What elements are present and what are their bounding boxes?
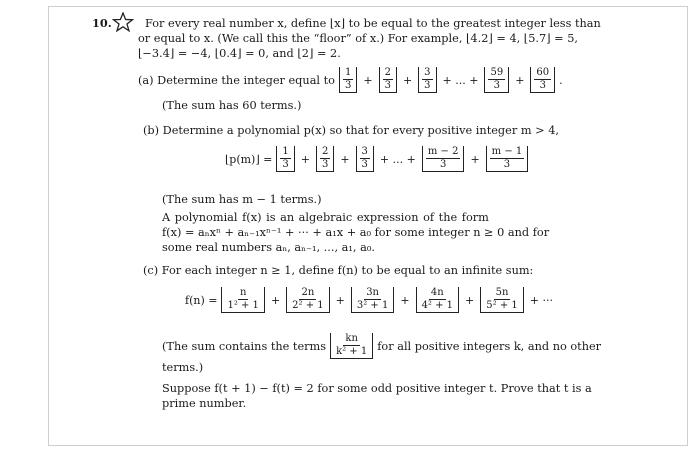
floor-term: $\frac{4n}{\text{4² + 1}}$ — [416, 287, 459, 313]
part-b-prompt: (b) Determine a polynomial p(x) so that for every positive integer m > 4, — [143, 124, 559, 137]
part-c-lhs: f(n) = — [185, 293, 218, 307]
period: . — [559, 73, 563, 87]
floor-term: $\frac{1}{3}$ — [276, 146, 294, 172]
ellipsis: + ... + — [379, 152, 416, 166]
polynomial-def-line-3: some real numbers aₙ, aₙ₋₁, ..., a₁, a₀. — [162, 241, 375, 254]
part-c-equation: f(n) = $\frac{n}{\text{1² + 1}}$ + $\frac{2n}{\text{2² + 1}}$ + $\frac{3n}{\text{3² + 1}}$ + $\frac{4n}{\text{4² + 1}}$ + $\frac{5n}{\text{5² + 1}}$ + ··· — [185, 287, 553, 311]
polynomial-def-line-2: f(x) = aₙxⁿ + aₙ₋₁xⁿ⁻¹ + ··· + a₁x + a₀ for some integer n ≥ 0 and for — [162, 226, 550, 239]
star-icon — [112, 12, 134, 36]
floor-term: $\frac{2}{3}$ — [379, 67, 397, 93]
intro-line-3: ⌊−3.4⌋ = −4, ⌊0.4⌋ = 0, and ⌊2⌋ = 2. — [138, 47, 341, 60]
note-end: terms.) — [162, 361, 204, 374]
note-prefix: (The sum contains the terms — [162, 339, 327, 353]
part-b-equation: ⌊p(m)⌋ = $\frac{1}{3}$ + $\frac{2}{3}$ + $\frac{3}{3}$ + ... + $\frac{m - 2}{3}$ + $\frac{m - 1}{3}$ — [225, 146, 528, 172]
part-a-row: (a) Determine the integer equal to $\frac{1}{3}$ + $\frac{2}{3}$ + $\frac{3}{3}$ + ... + $\frac{59}{3}$ + $\frac{60}{3}$ . — [138, 67, 563, 91]
floor-term: $\frac{3}{3}$ — [418, 67, 436, 93]
polynomial-def-line-1: A polynomial f(x) is an algebraic expression of the form — [162, 211, 489, 224]
ellipsis: + ... + — [442, 73, 479, 87]
part-c-note-row — [162, 333, 601, 359]
floor-term: $\frac{2}{3}$ — [316, 146, 334, 172]
part-a-prefix: (a) Determine the integer equal to — [138, 73, 335, 87]
intro-line-2: or equal to x. (We call this the “floor” of x.) For example, ⌊4.2⌋ = 4, ⌊5.7⌋ = 5, — [138, 32, 579, 45]
intro-line-1: For every real number x, define ⌊x⌋ to be equal to the greatest integer less than — [145, 17, 601, 30]
final-line-2: prime number. — [162, 397, 247, 410]
trailing-ellipsis: + ··· — [529, 293, 553, 307]
part-a-note: (The sum has 60 terms.) — [162, 99, 302, 112]
floor-term: $\frac{2n}{\text{2² + 1}}$ — [286, 287, 329, 313]
note-suffix: for all positive integers k, and no other — [377, 339, 602, 353]
part-b-note: (The sum has m − 1 terms.) — [162, 193, 322, 206]
final-line-1: Suppose f(t + 1) − f(t) = 2 for some odd positive integer t. Prove that t is a — [162, 382, 592, 395]
floor-term: $\frac{m - 2}{3}$ — [422, 146, 465, 172]
floor-term: $\frac{kn}{\text{k² + 1}}$ — [330, 333, 373, 359]
floor-term: $\frac{n}{\text{1² + 1}}$ — [221, 287, 264, 313]
floor-term: $\frac{1}{3}$ — [339, 67, 357, 93]
floor-term: $\frac{3n}{\text{3² + 1}}$ — [351, 287, 394, 313]
floor-term: $\frac{3}{3}$ — [356, 146, 374, 172]
part-c-prompt: (c) For each integer n ≥ 1, define f(n) to be equal to an infinite sum: — [143, 264, 534, 277]
part-b-lhs: ⌊p(m)⌋ = — [225, 152, 273, 166]
floor-term: $\frac{60}{3}$ — [530, 67, 555, 93]
floor-term: $\frac{59}{3}$ — [484, 67, 509, 93]
floor-term: $\frac{m - 1}{3}$ — [486, 146, 529, 172]
problem-number: 10. — [92, 16, 112, 30]
floor-term: $\frac{5n}{\text{5² + 1}}$ — [480, 287, 523, 313]
